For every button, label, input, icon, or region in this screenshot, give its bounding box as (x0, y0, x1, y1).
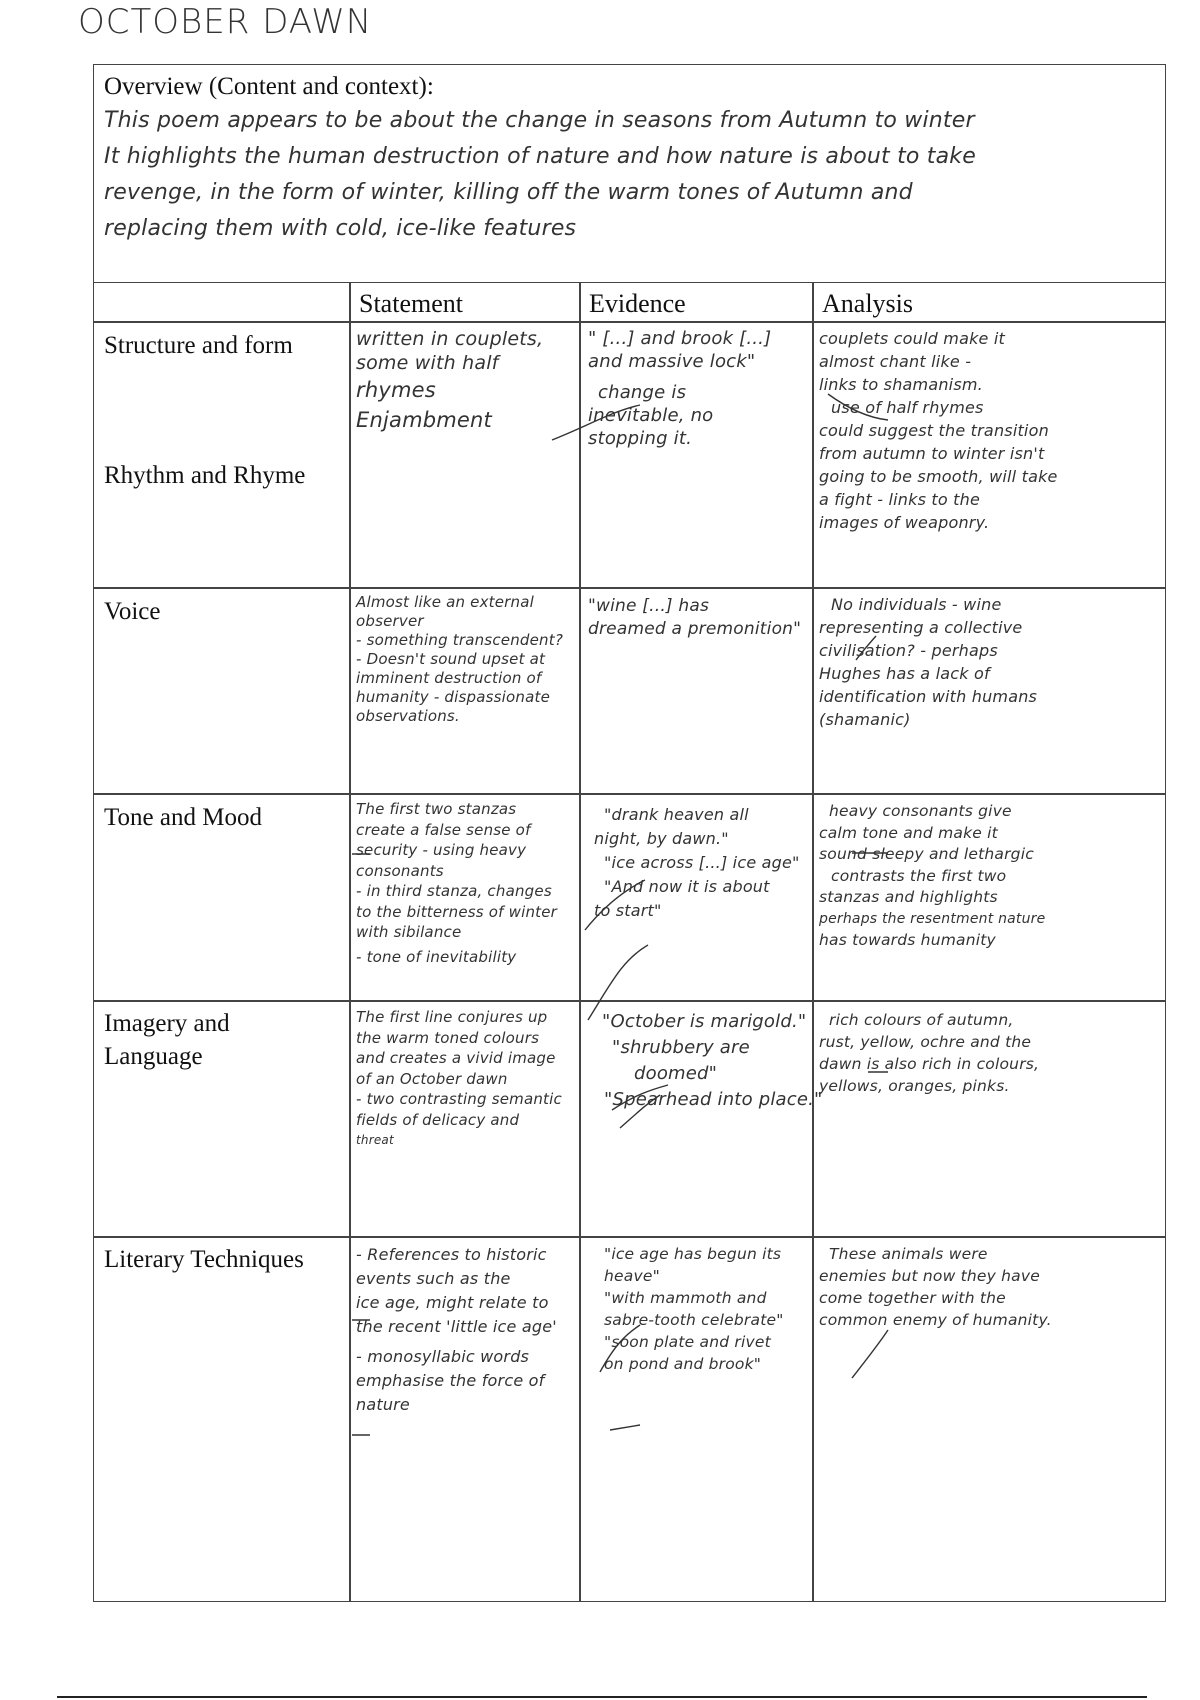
note-line: nature (356, 1395, 410, 1414)
overview-section (94, 65, 1165, 283)
note-line: - monosyllabic words (356, 1347, 530, 1366)
note-line: going to be smooth, will take (819, 467, 1058, 486)
note-line: of an October dawn (356, 1069, 508, 1088)
note-line: common enemy of humanity. (819, 1311, 1052, 1329)
row-label-line: Language (104, 1043, 203, 1070)
note-line: almost chant like - (819, 352, 972, 371)
statement-cell (356, 1007, 562, 1151)
row-divider (94, 1000, 1165, 1002)
note-line: identification with humans (819, 687, 1038, 706)
note-line: - something transcendent? (356, 631, 564, 649)
evidence-cell (594, 803, 800, 923)
overview-text (104, 103, 1134, 247)
note-line: - References to historic (356, 1245, 547, 1264)
table-grid (94, 283, 1165, 1601)
note-line: "soon plate and rivet (604, 1333, 771, 1351)
note-line: could suggest the transition (819, 421, 1049, 440)
note-line: observer (356, 612, 424, 630)
analysis-cell (819, 593, 1037, 731)
note-line: stanzas and highlights (819, 888, 998, 906)
note-line: written in couplets, (356, 328, 544, 350)
note-line: on pond and brook" (604, 1355, 762, 1373)
note-line: Hughes has a lack of (819, 664, 990, 683)
note-line: rich colours of autumn, (829, 1011, 1014, 1029)
note-line: The first line conjures up (356, 1008, 548, 1026)
note-line: inevitable, no (588, 405, 714, 426)
note-line: heave" (604, 1267, 660, 1285)
note-line: some with half (356, 352, 499, 374)
analysis-table (93, 64, 1166, 1602)
overview-line: replacing them with cold, ice-like features (104, 216, 577, 241)
note-line: - in third stanza, changes (356, 882, 552, 900)
note-line: couplets could make it (819, 329, 1005, 348)
note-line: images of weaponry. (819, 513, 990, 532)
note-line: "ice age has begun its (604, 1245, 782, 1263)
note-line: rust, yellow, ochre and the (819, 1033, 1032, 1051)
row-label-tone: Tone and Mood (104, 804, 262, 831)
analysis-cell (819, 801, 1045, 952)
overview-line: This poem appears to be about the change in seasons from Autumn to winter (104, 108, 975, 133)
note-line: night, by dawn." (594, 829, 729, 848)
note-line: dawn is also rich in colours, (819, 1055, 1040, 1073)
note-line: yellows, oranges, pinks. (819, 1077, 1010, 1095)
statement-cell (356, 593, 563, 726)
note-line: sabre-tooth celebrate" (604, 1311, 784, 1329)
analysis-cell (819, 327, 1058, 534)
note-line: sound sleepy and lethargic (819, 845, 1034, 863)
evidence-cell (588, 595, 801, 641)
note-line: Almost like an external (356, 593, 535, 611)
note-line: change is (598, 382, 687, 403)
note-line: (shamanic) (819, 710, 911, 729)
note-line: create a false sense of (356, 820, 531, 839)
note-line: No individuals - wine (831, 595, 1002, 614)
note-line: humanity - dispassionate (356, 688, 550, 706)
note-line: use of half rhymes (831, 398, 984, 417)
column-header-analysis: Analysis (822, 289, 913, 318)
column-divider (579, 283, 581, 1601)
note-line: "wine [...] has (588, 596, 710, 616)
note-line: ice age, might relate to (356, 1293, 549, 1312)
note-line: the recent 'little ice age' (356, 1317, 557, 1336)
row-label-voice: Voice (104, 598, 161, 625)
note-line: "drank heaven all (604, 805, 749, 824)
note-line: has towards humanity (819, 931, 996, 949)
overview-label: Overview (Content and context): (104, 73, 434, 100)
evidence-cell (594, 1009, 823, 1113)
note-line: " [...] and brook [...] (588, 328, 772, 349)
note-line: and creates a vivid image (356, 1049, 556, 1067)
statement-cell (356, 327, 543, 435)
row-divider (94, 321, 1165, 323)
note-line: fields of delicacy and (356, 1110, 520, 1129)
note-line: from autumn to winter isn't (819, 444, 1045, 463)
row-label-structure: Structure and form (104, 332, 293, 359)
note-line: to start" (594, 901, 662, 920)
analysis-cell (819, 1243, 1052, 1331)
note-line: doomed" (634, 1063, 718, 1084)
row-label-rhythm: Rhythm and Rhyme (104, 462, 306, 489)
row-divider (94, 1236, 1165, 1238)
note-line: imminent destruction of (356, 669, 542, 687)
note-line: the warm toned colours (356, 1028, 540, 1047)
note-line: "Spearhead into place." (604, 1089, 823, 1110)
note-line: - tone of inevitability (356, 947, 517, 966)
note-line: security - using heavy (356, 841, 527, 859)
statement-cell (356, 1243, 557, 1417)
note-line: stopping it. (588, 428, 693, 449)
note-line: "October is marigold." (602, 1011, 807, 1032)
note-line: These animals were (829, 1245, 988, 1263)
note-line: "And now it is about (604, 877, 770, 896)
note-line: Enjambment (356, 408, 492, 432)
note-line: "ice across [...] ice age" (604, 853, 800, 872)
row-divider (94, 587, 1165, 589)
column-header-evidence: Evidence (589, 289, 686, 318)
analysis-cell (819, 1009, 1039, 1097)
note-line: come together with the (819, 1289, 1006, 1307)
note-line: civilisation? - perhaps (819, 641, 998, 660)
note-line: heavy consonants give (829, 802, 1012, 820)
page-title: OCTOBER DAWN (78, 2, 373, 42)
overview-line: It highlights the human destruction of nature and how nature is about to take (104, 144, 976, 169)
column-header-statement: Statement (359, 289, 463, 318)
note-line: rhymes (356, 378, 436, 402)
note-line: enemies but now they have (819, 1267, 1040, 1285)
note-line: events such as the (356, 1269, 511, 1288)
note-line: with sibilance (356, 923, 462, 941)
note-line: representing a collective (819, 618, 1023, 637)
footer-rule (57, 1696, 1147, 1698)
note-line: emphasise the force of (356, 1371, 545, 1390)
note-line: perhaps the resentment nature (819, 910, 1046, 927)
note-line: contrasts the first two (831, 866, 1007, 885)
note-line: consonants (356, 861, 444, 880)
row-divider (94, 793, 1165, 795)
note-line: a fight - links to the (819, 490, 981, 509)
overview-line: revenge, in the form of winter, killing off the warm tones of Autumn and (104, 180, 913, 205)
column-divider (812, 283, 814, 1601)
row-label-imagery (104, 1007, 354, 1073)
note-line: The first two stanzas (356, 800, 517, 818)
note-line: - two contrasting semantic (356, 1090, 562, 1108)
row-label-literary: Literary Techniques (104, 1246, 304, 1273)
note-line: and massive lock" (588, 351, 756, 372)
note-line: "with mammoth and (604, 1289, 767, 1307)
note-line: to the bitterness of winter (356, 902, 558, 921)
note-line: links to shamanism. (819, 375, 983, 394)
row-label-line: Imagery and (104, 1010, 230, 1037)
note-line: "shrubbery are (612, 1037, 750, 1058)
note-line: calm tone and make it (819, 823, 998, 842)
statement-cell (356, 799, 557, 967)
evidence-cell (594, 1243, 784, 1375)
note-line: threat (356, 1133, 394, 1147)
evidence-cell (588, 327, 771, 450)
note-line: dreamed a premonition" (588, 619, 802, 639)
note-line: - Doesn't sound upset at (356, 650, 546, 668)
note-line: observations. (356, 707, 460, 725)
